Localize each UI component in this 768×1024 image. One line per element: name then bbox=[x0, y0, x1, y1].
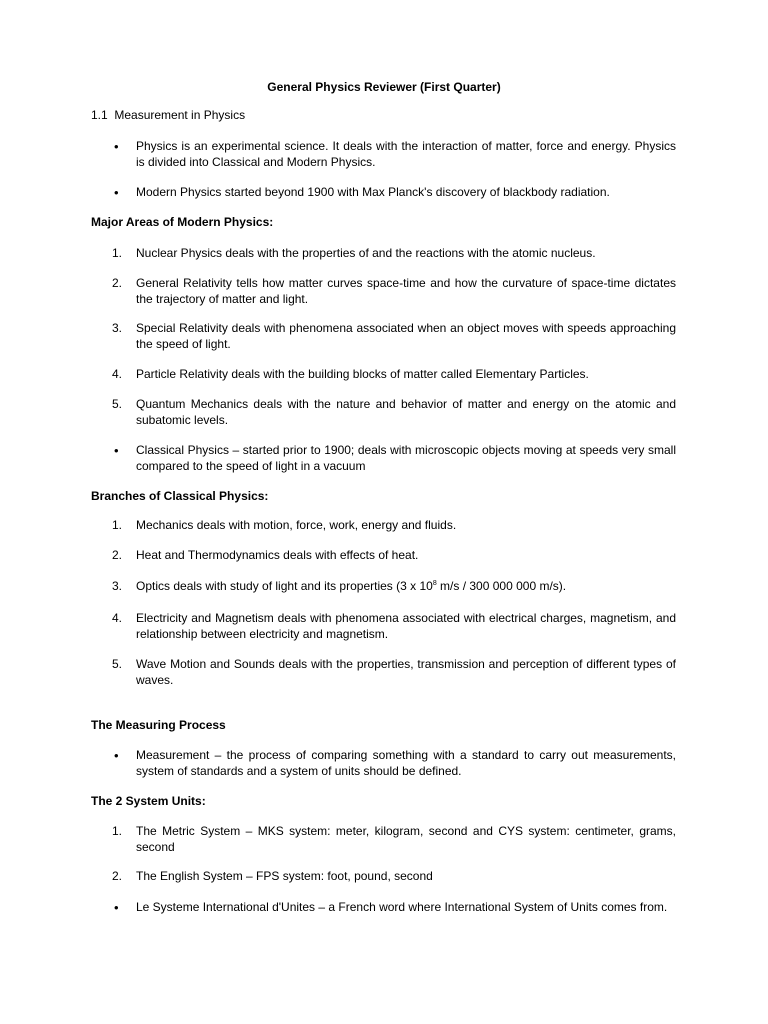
list-item-text: The Metric System – MKS system: meter, kilogram, second and CYS system: centimeter, grams, second bbox=[136, 824, 676, 854]
list-item-text-part: m/s / 300 000 000 m/s). bbox=[436, 579, 567, 593]
section-number: 1.1 bbox=[91, 108, 108, 122]
list-item-text: Physics is an experimental science. It deals with the interaction of matter, force and energy. Physics is divided into Classical and Modern Physics. bbox=[136, 139, 676, 169]
section-heading: Major Areas of Modern Physics: bbox=[91, 215, 274, 229]
list-number: 3. bbox=[112, 321, 123, 335]
list-item bbox=[112, 443, 676, 474]
list-number: 5. bbox=[112, 657, 123, 671]
list-item bbox=[112, 276, 676, 307]
list-number: 4. bbox=[112, 611, 123, 625]
list-item bbox=[112, 657, 676, 688]
list-item-text bbox=[136, 579, 676, 595]
list-item bbox=[112, 185, 676, 201]
list-item bbox=[112, 748, 676, 779]
list-item-text: Classical Physics – started prior to 1900; deals with microscopic objects moving at speeds very small compared to the speed of light in a vacuum bbox=[136, 443, 676, 473]
list-number: 5. bbox=[112, 397, 123, 411]
list-item bbox=[112, 246, 676, 262]
list-item bbox=[112, 139, 676, 170]
bullet-icon: • bbox=[114, 900, 119, 915]
list-item bbox=[112, 611, 676, 642]
list-number: 2. bbox=[112, 869, 123, 883]
section-heading bbox=[91, 108, 245, 124]
list-item bbox=[112, 900, 676, 916]
list-item bbox=[112, 518, 676, 534]
bullet-icon: • bbox=[114, 748, 119, 763]
list-item bbox=[112, 548, 676, 564]
list-item bbox=[112, 579, 676, 595]
list-item bbox=[112, 824, 676, 855]
list-item bbox=[112, 397, 676, 428]
list-item-text: The English System – FPS system: foot, pound, second bbox=[136, 869, 433, 883]
list-number: 3. bbox=[112, 579, 123, 593]
bullet-icon: • bbox=[114, 139, 119, 154]
list-number: 2. bbox=[112, 276, 123, 290]
list-item-text: Wave Motion and Sounds deals with the properties, transmission and perception of different types of waves. bbox=[136, 657, 676, 687]
bullet-icon: • bbox=[114, 185, 119, 200]
list-item-text: Electricity and Magnetism deals with phenomena associated with electrical charges, magnetism, and relationship between electricity and magnetism. bbox=[136, 611, 676, 641]
list-item-text: Le Systeme International d'Unites – a French word where International System of Units comes from. bbox=[136, 900, 668, 914]
list-item-text: General Relativity tells how matter curves space-time and how the curvature of space-time dictates the trajectory of matter and light. bbox=[136, 276, 676, 306]
list-item-text: Mechanics deals with motion, force, work, energy and fluids. bbox=[136, 518, 457, 532]
list-item bbox=[112, 367, 676, 383]
bullet-icon: • bbox=[114, 443, 119, 458]
section-heading: The Measuring Process bbox=[91, 718, 226, 732]
list-item-text: Particle Relativity deals with the building blocks of matter called Elementary Particles. bbox=[136, 367, 589, 381]
list-item-text: Special Relativity deals with phenomena associated when an object moves with speeds approaching the speed of light. bbox=[136, 321, 676, 351]
document-title: General Physics Reviewer (First Quarter) bbox=[267, 80, 501, 94]
list-item bbox=[112, 321, 676, 352]
list-number: 1. bbox=[112, 824, 123, 838]
list-item-text: Measurement – the process of comparing something with a standard to carry out measurements, system of standards and a system of units should be defined. bbox=[136, 748, 676, 778]
list-item-text: Quantum Mechanics deals with the nature and behavior of matter and energy on the atomic and subatomic levels. bbox=[136, 397, 676, 427]
list-item-text: Heat and Thermodynamics deals with effects of heat. bbox=[136, 548, 419, 562]
list-number: 1. bbox=[112, 518, 123, 532]
list-number: 2. bbox=[112, 548, 123, 562]
list-item-text-part: Optics deals with study of light and its properties (3 x 10 bbox=[136, 579, 433, 593]
list-number: 4. bbox=[112, 367, 123, 381]
list-item-text: Nuclear Physics deals with the properties of and the reactions with the atomic nucleus. bbox=[136, 246, 596, 260]
list-item-text: Modern Physics started beyond 1900 with Max Planck's discovery of blackbody radiation. bbox=[136, 185, 610, 199]
exponent: 8 bbox=[432, 580, 437, 587]
section-label: Measurement in Physics bbox=[114, 108, 246, 122]
list-number: 1. bbox=[112, 246, 123, 260]
list-item bbox=[112, 869, 676, 885]
section-heading: Branches of Classical Physics: bbox=[91, 489, 269, 503]
section-heading: The 2 System Units: bbox=[91, 794, 206, 808]
